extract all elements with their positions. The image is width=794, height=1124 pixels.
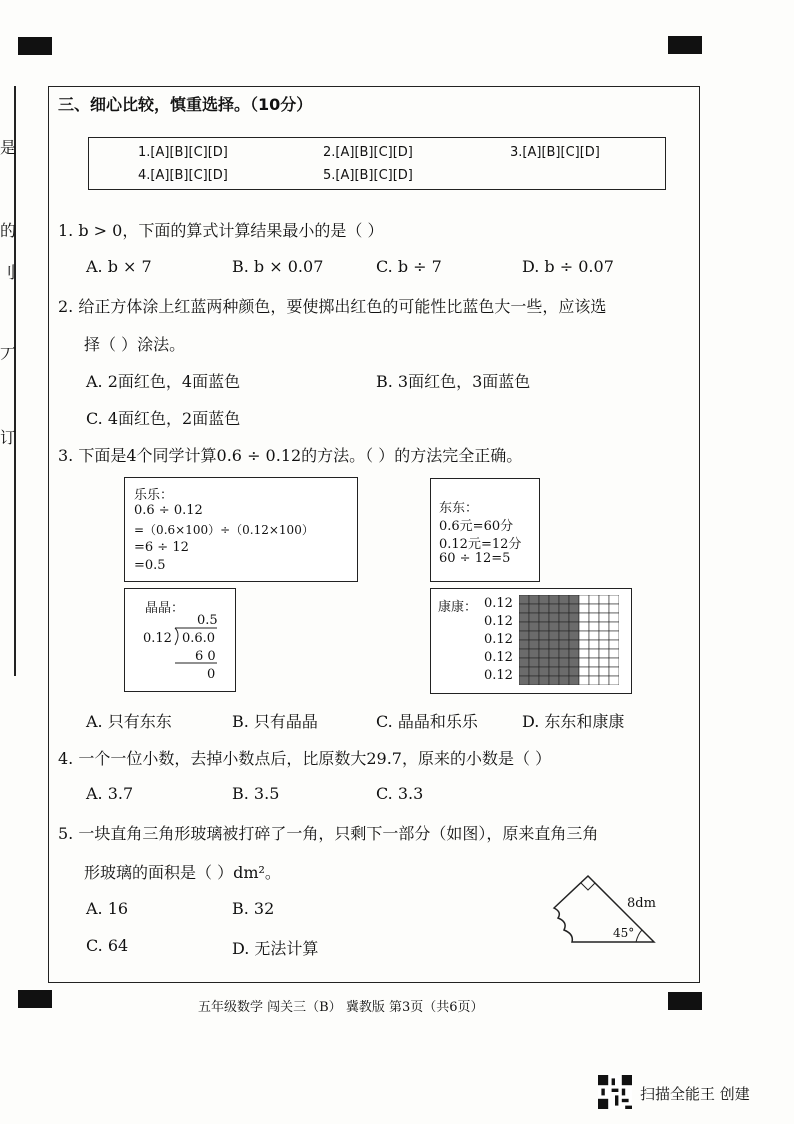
- grid-cell: [579, 604, 589, 613]
- grid-cell-shaded: [539, 622, 549, 631]
- division-quotient: 0.5: [197, 613, 218, 628]
- lele-method-box: [124, 477, 358, 582]
- q1-option-d[interactable]: D. b ÷ 0.07: [522, 257, 614, 276]
- hundred-grid: [519, 595, 619, 685]
- answer-choice-3[interactable]: 3.[A][B][C][D]: [510, 145, 600, 160]
- grid-cell-shaded: [529, 604, 539, 613]
- page-footer: 五年级数学 闯关三（B） 冀教版 第3页（共6页）: [198, 1000, 484, 1015]
- grid-cell: [589, 658, 599, 667]
- question-5-stem-line2: 形玻璃的面积是（ ）dm²。: [84, 863, 281, 882]
- lele-line: =0.5: [134, 558, 166, 573]
- grid-cell-shaded: [559, 658, 569, 667]
- registration-mark-top-left: [18, 37, 52, 55]
- grid-cell-shaded: [529, 622, 539, 631]
- grid-cell-shaded: [559, 676, 569, 685]
- grid-cell-shaded: [559, 667, 569, 676]
- grid-cell: [599, 640, 609, 649]
- grid-cell-shaded: [569, 676, 579, 685]
- grid-cell: [599, 631, 609, 640]
- answer-choice-1[interactable]: 1.[A][B][C][D]: [138, 145, 228, 160]
- grid-cell-shaded: [519, 658, 529, 667]
- grid-cell-shaded: [569, 640, 579, 649]
- q2-option-a[interactable]: A. 2面红色，4面蓝色: [86, 372, 241, 391]
- grid-cell-shaded: [539, 658, 549, 667]
- grid-cell: [579, 667, 589, 676]
- q5-option-b[interactable]: B. 32: [232, 899, 275, 918]
- grid-cell-shaded: [559, 604, 569, 613]
- grid-cell: [589, 649, 599, 658]
- answer-choice-2[interactable]: 2.[A][B][C][D]: [323, 145, 413, 160]
- grid-cell: [589, 640, 599, 649]
- kangkang-row-label: 0.12: [484, 632, 513, 647]
- kangkang-method-box: [430, 588, 632, 694]
- lele-line: 0.6 ÷ 0.12: [134, 503, 203, 518]
- grid-cell: [599, 595, 609, 604]
- grid-cell-shaded: [549, 622, 559, 631]
- grid-cell-shaded: [539, 640, 549, 649]
- grid-cell-shaded: [549, 631, 559, 640]
- grid-cell: [609, 604, 619, 613]
- q3-option-d[interactable]: D. 东东和康康: [522, 712, 625, 731]
- grid-cell-shaded: [539, 676, 549, 685]
- grid-cell: [609, 640, 619, 649]
- binding-char: 订: [0, 428, 17, 447]
- question-2-stem-line1: 2. 给正方体涂上红蓝两种颜色，要使掷出红色的可能性比蓝色大一些，应该选: [58, 297, 607, 316]
- grid-cell-shaded: [559, 622, 569, 631]
- grid-cell: [579, 631, 589, 640]
- grid-cell: [599, 613, 609, 622]
- q3-option-a[interactable]: A. 只有东东: [86, 712, 172, 731]
- dongdong-method-box: [430, 478, 540, 582]
- grid-cell: [599, 667, 609, 676]
- grid-cell: [589, 604, 599, 613]
- grid-cell-shaded: [549, 604, 559, 613]
- triangle-side-label: 8dm: [627, 896, 656, 911]
- grid-cell: [579, 640, 589, 649]
- grid-cell-shaded: [519, 613, 529, 622]
- grid-cell-shaded: [569, 658, 579, 667]
- broken-triangle-figure: [550, 872, 670, 952]
- grid-cell-shaded: [529, 613, 539, 622]
- grid-cell-shaded: [549, 595, 559, 604]
- grid-cell: [599, 649, 609, 658]
- q5-option-a[interactable]: A. 16: [86, 899, 129, 918]
- grid-cell-shaded: [559, 595, 569, 604]
- grid-cell: [609, 667, 619, 676]
- grid-cell-shaded: [539, 613, 549, 622]
- grid-cell-shaded: [569, 613, 579, 622]
- grid-cell: [609, 658, 619, 667]
- question-1-stem: 1. b > 0，下面的算式计算结果最小的是（ ）: [58, 221, 384, 240]
- qr-code-icon: [598, 1075, 632, 1109]
- grid-cell-shaded: [559, 640, 569, 649]
- triangle-angle-label: 45°: [613, 926, 635, 940]
- dongdong-line: 东东：: [439, 501, 479, 516]
- kangkang-row-label: 0.12: [484, 650, 513, 665]
- dongdong-line: 0.6元=60分: [439, 519, 514, 534]
- grid-cell: [589, 667, 599, 676]
- division-remainder: 0: [207, 667, 216, 682]
- grid-cell-shaded: [569, 622, 579, 631]
- registration-mark-bottom-left: [18, 990, 52, 1008]
- kangkang-row-label: 0.12: [484, 596, 513, 611]
- grid-cell: [609, 613, 619, 622]
- grid-cell-shaded: [549, 667, 559, 676]
- grid-cell: [589, 631, 599, 640]
- binding-char: 的: [0, 221, 17, 240]
- grid-cell: [579, 649, 589, 658]
- q5-option-d[interactable]: D. 无法计算: [232, 939, 319, 958]
- question-5-stem-line1: 5. 一块直角三角形玻璃被打碎了一角，只剩下一部分（如图），原来直角三角: [58, 824, 599, 843]
- kangkang-label: 康康：: [438, 600, 478, 615]
- grid-cell: [609, 631, 619, 640]
- q4-option-c[interactable]: C. 3.3: [376, 784, 424, 803]
- q3-option-b[interactable]: B. 只有晶晶: [232, 712, 318, 731]
- grid-cell-shaded: [549, 640, 559, 649]
- answer-choice-5[interactable]: 5.[A][B][C][D]: [323, 168, 413, 183]
- jingjing-label: 晶晶：: [145, 601, 185, 616]
- q4-option-b[interactable]: B. 3.5: [232, 784, 280, 803]
- grid-cell-shaded: [529, 667, 539, 676]
- grid-cell: [609, 622, 619, 631]
- grid-cell: [589, 622, 599, 631]
- question-3-stem: 3. 下面是4个同学计算0.6 ÷ 0.12的方法。（ ）的方法完全正确。: [58, 446, 523, 465]
- scanner-watermark-label: 扫描全能王 创建: [640, 1085, 750, 1103]
- grid-cell: [599, 676, 609, 685]
- grid-cell: [579, 613, 589, 622]
- grid-cell: [579, 658, 589, 667]
- grid-cell-shaded: [569, 631, 579, 640]
- grid-cell-shaded: [539, 604, 549, 613]
- lele-line: 乐乐：: [134, 488, 174, 503]
- grid-cell-shaded: [519, 631, 529, 640]
- grid-cell: [579, 595, 589, 604]
- kangkang-row-label: 0.12: [484, 668, 513, 683]
- lele-line: =6 ÷ 12: [134, 540, 189, 555]
- grid-cell: [579, 622, 589, 631]
- grid-cell-shaded: [569, 667, 579, 676]
- binding-line: [14, 86, 16, 676]
- question-2-stem-line2: 择（ ）涂法。: [84, 335, 186, 354]
- kangkang-row-label: 0.12: [484, 614, 513, 629]
- q2-option-c[interactable]: C. 4面红色，2面蓝色: [86, 409, 241, 428]
- grid-cell-shaded: [519, 640, 529, 649]
- binding-char: 是: [0, 138, 17, 157]
- grid-cell-shaded: [539, 595, 549, 604]
- grid-cell: [599, 658, 609, 667]
- grid-cell: [609, 595, 619, 604]
- grid-cell-shaded: [519, 595, 529, 604]
- grid-cell: [589, 676, 599, 685]
- question-4-stem: 4. 一个一位小数，去掉小数点后，比原数大29.7，原来的小数是（ ）: [58, 749, 552, 768]
- grid-cell-shaded: [539, 631, 549, 640]
- grid-cell-shaded: [529, 676, 539, 685]
- grid-cell-shaded: [519, 649, 529, 658]
- dongdong-line: 60 ÷ 12=5: [439, 551, 511, 566]
- lele-line: =（0.6×100）÷（0.12×100）: [134, 523, 314, 537]
- registration-mark-top-right: [668, 36, 702, 54]
- q1-option-a[interactable]: A. b × 7: [86, 257, 152, 276]
- q1-option-c[interactable]: C. b ÷ 7: [376, 257, 442, 276]
- grid-cell-shaded: [529, 595, 539, 604]
- answer-choice-4[interactable]: 4.[A][B][C][D]: [138, 168, 228, 183]
- binding-char: 丆: [0, 345, 17, 364]
- grid-cell-shaded: [569, 649, 579, 658]
- grid-cell-shaded: [549, 658, 559, 667]
- grid-cell: [589, 613, 599, 622]
- grid-cell: [609, 676, 619, 685]
- q3-option-c[interactable]: C. 晶晶和乐乐: [376, 712, 478, 731]
- grid-cell-shaded: [539, 667, 549, 676]
- binding-char: 刂: [0, 263, 17, 282]
- long-division-figure: [125, 589, 235, 691]
- registration-mark-bottom-right: [668, 992, 702, 1010]
- grid-cell-shaded: [559, 613, 569, 622]
- grid-cell-shaded: [519, 676, 529, 685]
- grid-cell-shaded: [529, 658, 539, 667]
- jingjing-method-box: [124, 588, 236, 692]
- grid-cell-shaded: [569, 604, 579, 613]
- division-product: 6 0: [195, 649, 216, 664]
- q5-option-c[interactable]: C. 64: [86, 936, 129, 955]
- grid-cell-shaded: [529, 631, 539, 640]
- grid-cell-shaded: [539, 649, 549, 658]
- dongdong-line: 0.12元=12分: [439, 537, 522, 552]
- q4-option-a[interactable]: A. 3.7: [86, 784, 134, 803]
- grid-cell-shaded: [559, 649, 569, 658]
- grid-cell-shaded: [569, 595, 579, 604]
- grid-cell-shaded: [549, 613, 559, 622]
- grid-cell-shaded: [529, 649, 539, 658]
- grid-cell-shaded: [529, 640, 539, 649]
- grid-cell-shaded: [549, 649, 559, 658]
- section-title: 三、细心比较，慎重选择。（10分）: [58, 95, 313, 114]
- division-dividend: 0.6.0: [182, 631, 216, 646]
- grid-cell: [599, 604, 609, 613]
- grid-cell: [579, 676, 589, 685]
- q2-option-b[interactable]: B. 3面红色，3面蓝色: [376, 372, 531, 391]
- grid-cell: [609, 649, 619, 658]
- division-divisor: 0.12: [143, 631, 172, 646]
- grid-cell-shaded: [549, 676, 559, 685]
- grid-cell-shaded: [519, 622, 529, 631]
- grid-cell: [589, 595, 599, 604]
- q1-option-b[interactable]: B. b × 0.07: [232, 257, 324, 276]
- grid-cell-shaded: [519, 604, 529, 613]
- grid-cell: [599, 622, 609, 631]
- grid-cell-shaded: [519, 667, 529, 676]
- grid-cell-shaded: [559, 631, 569, 640]
